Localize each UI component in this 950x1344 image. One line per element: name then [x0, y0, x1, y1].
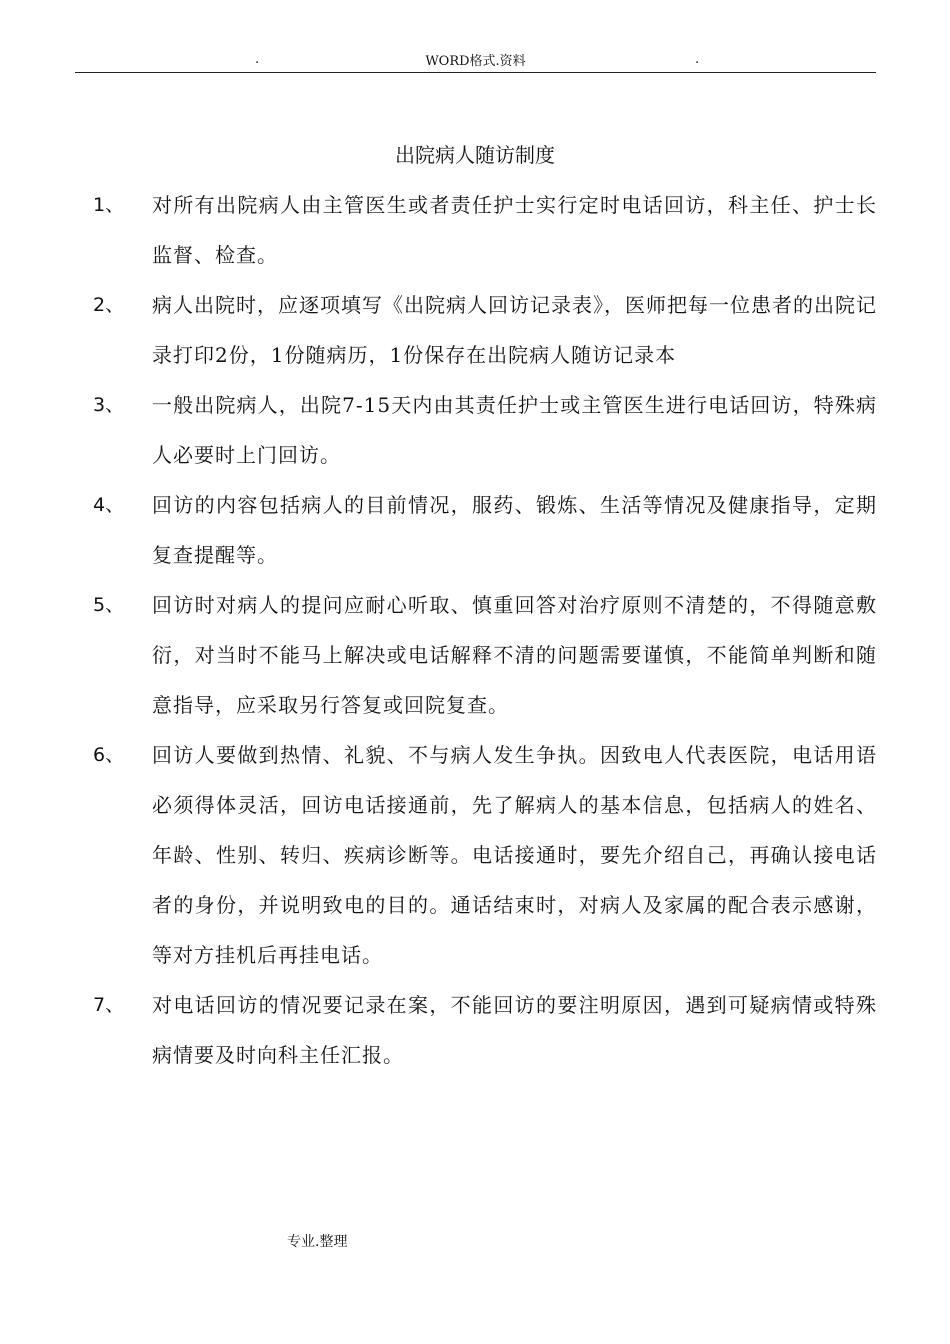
item-text: 对电话回访的情况要记录在案，不能回访的要注明原因，遇到可疑病情或特殊病情要及时向科主任汇报。: [152, 993, 877, 1067]
item-text: 回访人要做到热情、礼貌、不与病人发生争执。因致电人代表医院，电话用语必须得体灵活，回访电话接通前，先了解病人的基本信息，包括病人的姓名、年龄、性别、转归、疾病诊断等。电话接通时，要先介绍自己，再确认接电话者的身份，并说明致电的目的。通话结束时，对病人及家属的配合表示感谢，等对方挂机后再挂电话。: [152, 743, 877, 967]
list-item: [0, 480, 950, 580]
item-number: 3、: [93, 394, 125, 416]
header-title: WORD格式.资料: [425, 54, 526, 69]
regulation-list: [0, 180, 950, 1080]
item-number: 1、: [93, 194, 125, 216]
item-number: 6、: [93, 744, 125, 766]
header-left-dot: .: [255, 52, 260, 67]
item-text: 回访时对病人的提问应耐心听取、慎重回答对治疗原则不清楚的，不得随意敷衍，对当时不能马上解决或电话解释不清的问题需要谨慎，不能简单判断和随意指导，应采取另行答复或回院复查。: [152, 593, 877, 717]
list-item: [0, 180, 950, 280]
list-item: [0, 280, 950, 380]
list-item: [0, 980, 950, 1080]
page-header: [75, 52, 876, 73]
document-title: 出院病人随访制度: [395, 143, 555, 167]
item-text: 病人出院时，应逐项填写《出院病人回访记录表》，医师把每一位患者的出院记录打印2份，1份随病历，1份保存在出院病人随访记录本: [152, 293, 877, 367]
item-number: 4、: [93, 494, 125, 516]
page-footer: 专业.整理: [287, 1234, 348, 1250]
list-item: [0, 380, 950, 480]
list-item: [0, 730, 950, 980]
item-number: 7、: [93, 994, 125, 1016]
item-text: 对所有出院病人由主管医生或者责任护士实行定时电话回访，科主任、护士长监督、检查。: [152, 193, 877, 267]
list-item: [0, 580, 950, 730]
item-text: 回访的内容包括病人的目前情况，服药、锻炼、生活等情况及健康指导，定期复查提醒等。: [152, 493, 877, 567]
item-number: 2、: [93, 294, 125, 316]
item-text: 一般出院病人，出院7-15天内由其责任护士或主管医生进行电话回访，特殊病人必要时上门回访。: [152, 393, 877, 467]
header-right-dot: .: [695, 52, 700, 67]
item-number: 5、: [93, 594, 125, 616]
